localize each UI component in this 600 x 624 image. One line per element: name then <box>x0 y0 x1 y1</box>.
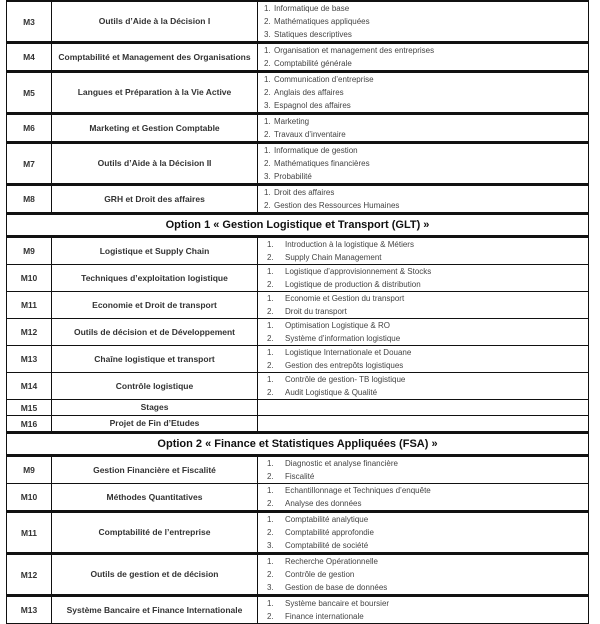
subject-number: 1. <box>267 557 274 566</box>
module-code: M11 <box>7 292 52 319</box>
module-row <box>7 554 589 596</box>
subject-list <box>264 292 588 318</box>
subject-number: 2. <box>267 280 274 289</box>
subject-item <box>264 319 588 332</box>
subject-item <box>264 555 588 568</box>
module-subjects <box>258 416 589 433</box>
module-row <box>7 265 589 292</box>
subject-item <box>264 57 588 70</box>
subject-label: Analyse des données <box>285 499 362 508</box>
subject-number: 1. <box>267 459 274 468</box>
module-subjects <box>258 456 589 484</box>
subject-number: 2. <box>267 570 274 579</box>
module-title: Outils de gestion et de décision <box>52 554 258 596</box>
module-title: GRH et Droit des affaires <box>52 185 258 214</box>
subject-label: Gestion des entrepôts logistiques <box>285 361 404 370</box>
subject-item <box>264 484 588 497</box>
subject-item <box>264 373 588 386</box>
subject-list <box>264 44 588 70</box>
subject-item <box>264 568 588 581</box>
module-row <box>7 373 589 400</box>
module-title: Economie et Droit de transport <box>52 292 258 319</box>
module-title: Méthodes Quantitatives <box>52 484 258 512</box>
module-subjects <box>258 237 589 265</box>
subject-number: 2. <box>267 612 274 621</box>
module-subjects <box>258 43 589 72</box>
module-subjects <box>258 114 589 143</box>
module-title: Outils d’Aide à la Décision I <box>52 1 258 43</box>
subject-label: Système d’information logistique <box>285 334 401 343</box>
subject-item <box>264 170 588 183</box>
subject-number: 1. <box>267 375 274 384</box>
module-subjects <box>258 72 589 114</box>
module-code: M13 <box>7 596 52 624</box>
subject-item <box>264 73 588 86</box>
module-code: M16 <box>7 416 52 433</box>
module-title: Contrôle logistique <box>52 373 258 400</box>
subject-list <box>264 2 588 41</box>
module-code: M10 <box>7 484 52 512</box>
subject-item <box>264 346 588 359</box>
subject-list <box>264 144 588 183</box>
subject-label: Gestion de base de données <box>285 583 388 592</box>
subject-number: 3. <box>264 30 271 39</box>
module-row <box>7 346 589 373</box>
subject-label: Mathématiques financières <box>274 159 370 168</box>
module-code: M3 <box>7 1 52 43</box>
subject-list <box>264 238 588 264</box>
subject-number: 1. <box>267 348 274 357</box>
module-row <box>7 185 589 214</box>
subject-number: 3. <box>267 583 274 592</box>
module-title: Gestion Financière et Fiscalité <box>52 456 258 484</box>
subject-list <box>264 265 588 291</box>
module-title: Comptabilité de l’entreprise <box>52 512 258 554</box>
subject-item <box>264 2 588 15</box>
subject-item <box>264 457 588 470</box>
subject-item <box>264 497 588 510</box>
subject-number: 3. <box>264 172 271 181</box>
subject-list <box>264 484 588 510</box>
module-code: M9 <box>7 237 52 265</box>
subject-list <box>264 319 588 345</box>
module-code: M9 <box>7 456 52 484</box>
module-subjects <box>258 346 589 373</box>
subject-list <box>264 346 588 372</box>
subject-label: Gestion des Ressources Humaines <box>274 201 400 210</box>
subject-label: Organisation et management des entreprises <box>274 46 435 55</box>
subject-label: Système bancaire et boursier <box>285 599 390 608</box>
subject-label: Travaux d’inventaire <box>274 130 346 139</box>
subject-number: 1. <box>267 486 274 495</box>
module-subjects <box>258 400 589 416</box>
option-header-row <box>7 433 589 456</box>
module-code: M4 <box>7 43 52 72</box>
module-code: M7 <box>7 143 52 185</box>
module-subjects <box>258 484 589 512</box>
subject-list <box>264 597 588 623</box>
subject-label: Audit Logistique & Qualité <box>285 388 378 397</box>
subject-number: 2. <box>264 59 271 68</box>
curriculum-table <box>6 0 589 624</box>
subject-item <box>264 251 588 264</box>
module-row <box>7 1 589 43</box>
subject-label: Supply Chain Management <box>285 253 382 262</box>
subject-item <box>264 128 588 141</box>
subject-item <box>264 359 588 372</box>
module-code: M12 <box>7 554 52 596</box>
module-subjects <box>258 1 589 43</box>
subject-item <box>264 199 588 212</box>
module-row <box>7 114 589 143</box>
module-row <box>7 484 589 512</box>
subject-label: Statiques descriptives <box>274 30 352 39</box>
module-row <box>7 512 589 554</box>
subject-number: 2. <box>264 201 271 210</box>
module-subjects <box>258 185 589 214</box>
subject-item <box>264 99 588 112</box>
subject-item <box>264 157 588 170</box>
module-subjects <box>258 143 589 185</box>
subject-number: 2. <box>267 253 274 262</box>
module-row <box>7 456 589 484</box>
module-code: M13 <box>7 346 52 373</box>
curriculum-table-page <box>6 0 589 624</box>
subject-number: 2. <box>267 472 274 481</box>
subject-label: Fiscalité <box>285 472 315 481</box>
subject-label: Introduction à la logistique & Métiers <box>285 240 414 249</box>
subject-list <box>264 186 588 212</box>
module-code: M8 <box>7 185 52 214</box>
subject-number: 1. <box>267 599 274 608</box>
subject-number: 2. <box>264 88 271 97</box>
module-title: Système Bancaire et Finance Internationale <box>52 596 258 624</box>
subject-number: 1. <box>264 4 271 13</box>
subject-number: 1. <box>267 321 274 330</box>
subject-label: Echantillonnage et Techniques d’enquête <box>285 486 431 495</box>
subject-item <box>264 513 588 526</box>
module-row <box>7 292 589 319</box>
subject-label: Informatique de base <box>274 4 350 13</box>
subject-item <box>264 278 588 291</box>
module-code: M14 <box>7 373 52 400</box>
module-code: M11 <box>7 512 52 554</box>
subject-item <box>264 581 588 594</box>
subject-number: 2. <box>264 159 271 168</box>
subject-list <box>264 373 588 399</box>
module-title: Stages <box>52 400 258 416</box>
subject-item <box>264 28 588 41</box>
subject-item <box>264 115 588 128</box>
subject-list <box>264 513 588 552</box>
subject-number: 2. <box>267 499 274 508</box>
option-header-row <box>7 214 589 237</box>
module-row <box>7 400 589 416</box>
subject-label: Logistique Internationale et Douane <box>285 348 412 357</box>
subject-label: Marketing <box>274 117 310 126</box>
module-title: Chaîne logistique et transport <box>52 346 258 373</box>
option-heading: Option 1 « Gestion Logistique et Transport (GLT) » <box>7 214 589 237</box>
subject-number: 1. <box>267 515 274 524</box>
module-row <box>7 416 589 433</box>
subject-number: 2. <box>267 388 274 397</box>
subject-number: 2. <box>267 361 274 370</box>
subject-label: Communication d’entreprise <box>274 75 374 84</box>
subject-item <box>264 332 588 345</box>
module-title: Langues et Préparation à la Vie Active <box>52 72 258 114</box>
subject-label: Recherche Opérationnelle <box>285 557 378 566</box>
subject-list <box>264 115 588 141</box>
module-code: M10 <box>7 265 52 292</box>
subject-number: 3. <box>264 101 271 110</box>
subject-number: 2. <box>267 334 274 343</box>
subject-label: Contrôle de gestion- TB logistique <box>285 375 406 384</box>
subject-item <box>264 15 588 28</box>
subject-number: 2. <box>267 307 274 316</box>
module-code: M5 <box>7 72 52 114</box>
subject-item <box>264 470 588 483</box>
subject-list <box>264 73 588 112</box>
option-heading: Option 2 « Finance et Statistiques Appliquées (FSA) » <box>7 433 589 456</box>
module-subjects <box>258 554 589 596</box>
subject-item <box>264 86 588 99</box>
module-title: Techniques d’exploitation logistique <box>52 265 258 292</box>
module-subjects <box>258 319 589 346</box>
subject-list <box>264 457 588 483</box>
subject-number: 1. <box>264 188 271 197</box>
subject-label: Droit des affaires <box>274 188 335 197</box>
module-row <box>7 319 589 346</box>
subject-list <box>264 555 588 594</box>
module-subjects <box>258 512 589 554</box>
subject-label: Anglais des affaires <box>274 88 344 97</box>
module-subjects <box>258 292 589 319</box>
module-title: Outils de décision et de Développement <box>52 319 258 346</box>
module-subjects <box>258 373 589 400</box>
module-title: Comptabilité et Management des Organisations <box>52 43 258 72</box>
module-row <box>7 72 589 114</box>
subject-label: Espagnol des affaires <box>274 101 351 110</box>
subject-label: Comptabilité générale <box>274 59 352 68</box>
subject-label: Optimisation Logistique & RO <box>285 321 390 330</box>
module-row <box>7 237 589 265</box>
module-code: M12 <box>7 319 52 346</box>
subject-number: 2. <box>264 17 271 26</box>
subject-number: 3. <box>267 541 274 550</box>
subject-item <box>264 597 588 610</box>
subject-label: Logistique de production & distribution <box>285 280 421 289</box>
subject-item <box>264 305 588 318</box>
subject-label: Comptabilité analytique <box>285 515 369 524</box>
subject-item <box>264 526 588 539</box>
module-code: M15 <box>7 400 52 416</box>
subject-item <box>264 186 588 199</box>
module-title: Outils d’Aide à la Décision II <box>52 143 258 185</box>
subject-item <box>264 539 588 552</box>
subject-number: 1. <box>264 75 271 84</box>
subject-item <box>264 265 588 278</box>
subject-label: Finance internationale <box>285 612 364 621</box>
subject-label: Logistique d’approvisionnement & Stocks <box>285 267 432 276</box>
module-row <box>7 143 589 185</box>
module-subjects <box>258 265 589 292</box>
subject-item <box>264 144 588 157</box>
subject-item <box>264 238 588 251</box>
module-title: Projet de Fin d’Etudes <box>52 416 258 433</box>
subject-item <box>264 386 588 399</box>
subject-item <box>264 292 588 305</box>
subject-number: 1. <box>264 117 271 126</box>
subject-label: Comptabilité approfondie <box>285 528 374 537</box>
subject-number: 1. <box>264 146 271 155</box>
subject-label: Comptabilité de société <box>285 541 369 550</box>
module-row <box>7 43 589 72</box>
subject-label: Diagnostic et analyse financière <box>285 459 398 468</box>
module-title: Marketing et Gestion Comptable <box>52 114 258 143</box>
subject-number: 2. <box>267 528 274 537</box>
subject-label: Contrôle de gestion <box>285 570 355 579</box>
subject-label: Informatique de gestion <box>274 146 358 155</box>
subject-number: 1. <box>267 294 274 303</box>
module-code: M6 <box>7 114 52 143</box>
subject-item <box>264 44 588 57</box>
subject-number: 2. <box>264 130 271 139</box>
subject-label: Droit du transport <box>285 307 347 316</box>
module-title: Logistique et Supply Chain <box>52 237 258 265</box>
subject-item <box>264 610 588 623</box>
subject-number: 1. <box>267 267 274 276</box>
subject-label: Probabilité <box>274 172 312 181</box>
subject-number: 1. <box>264 46 271 55</box>
subject-number: 1. <box>267 240 274 249</box>
subject-label: Economie et Gestion du transport <box>285 294 405 303</box>
subject-label: Mathématiques appliquées <box>274 17 370 26</box>
